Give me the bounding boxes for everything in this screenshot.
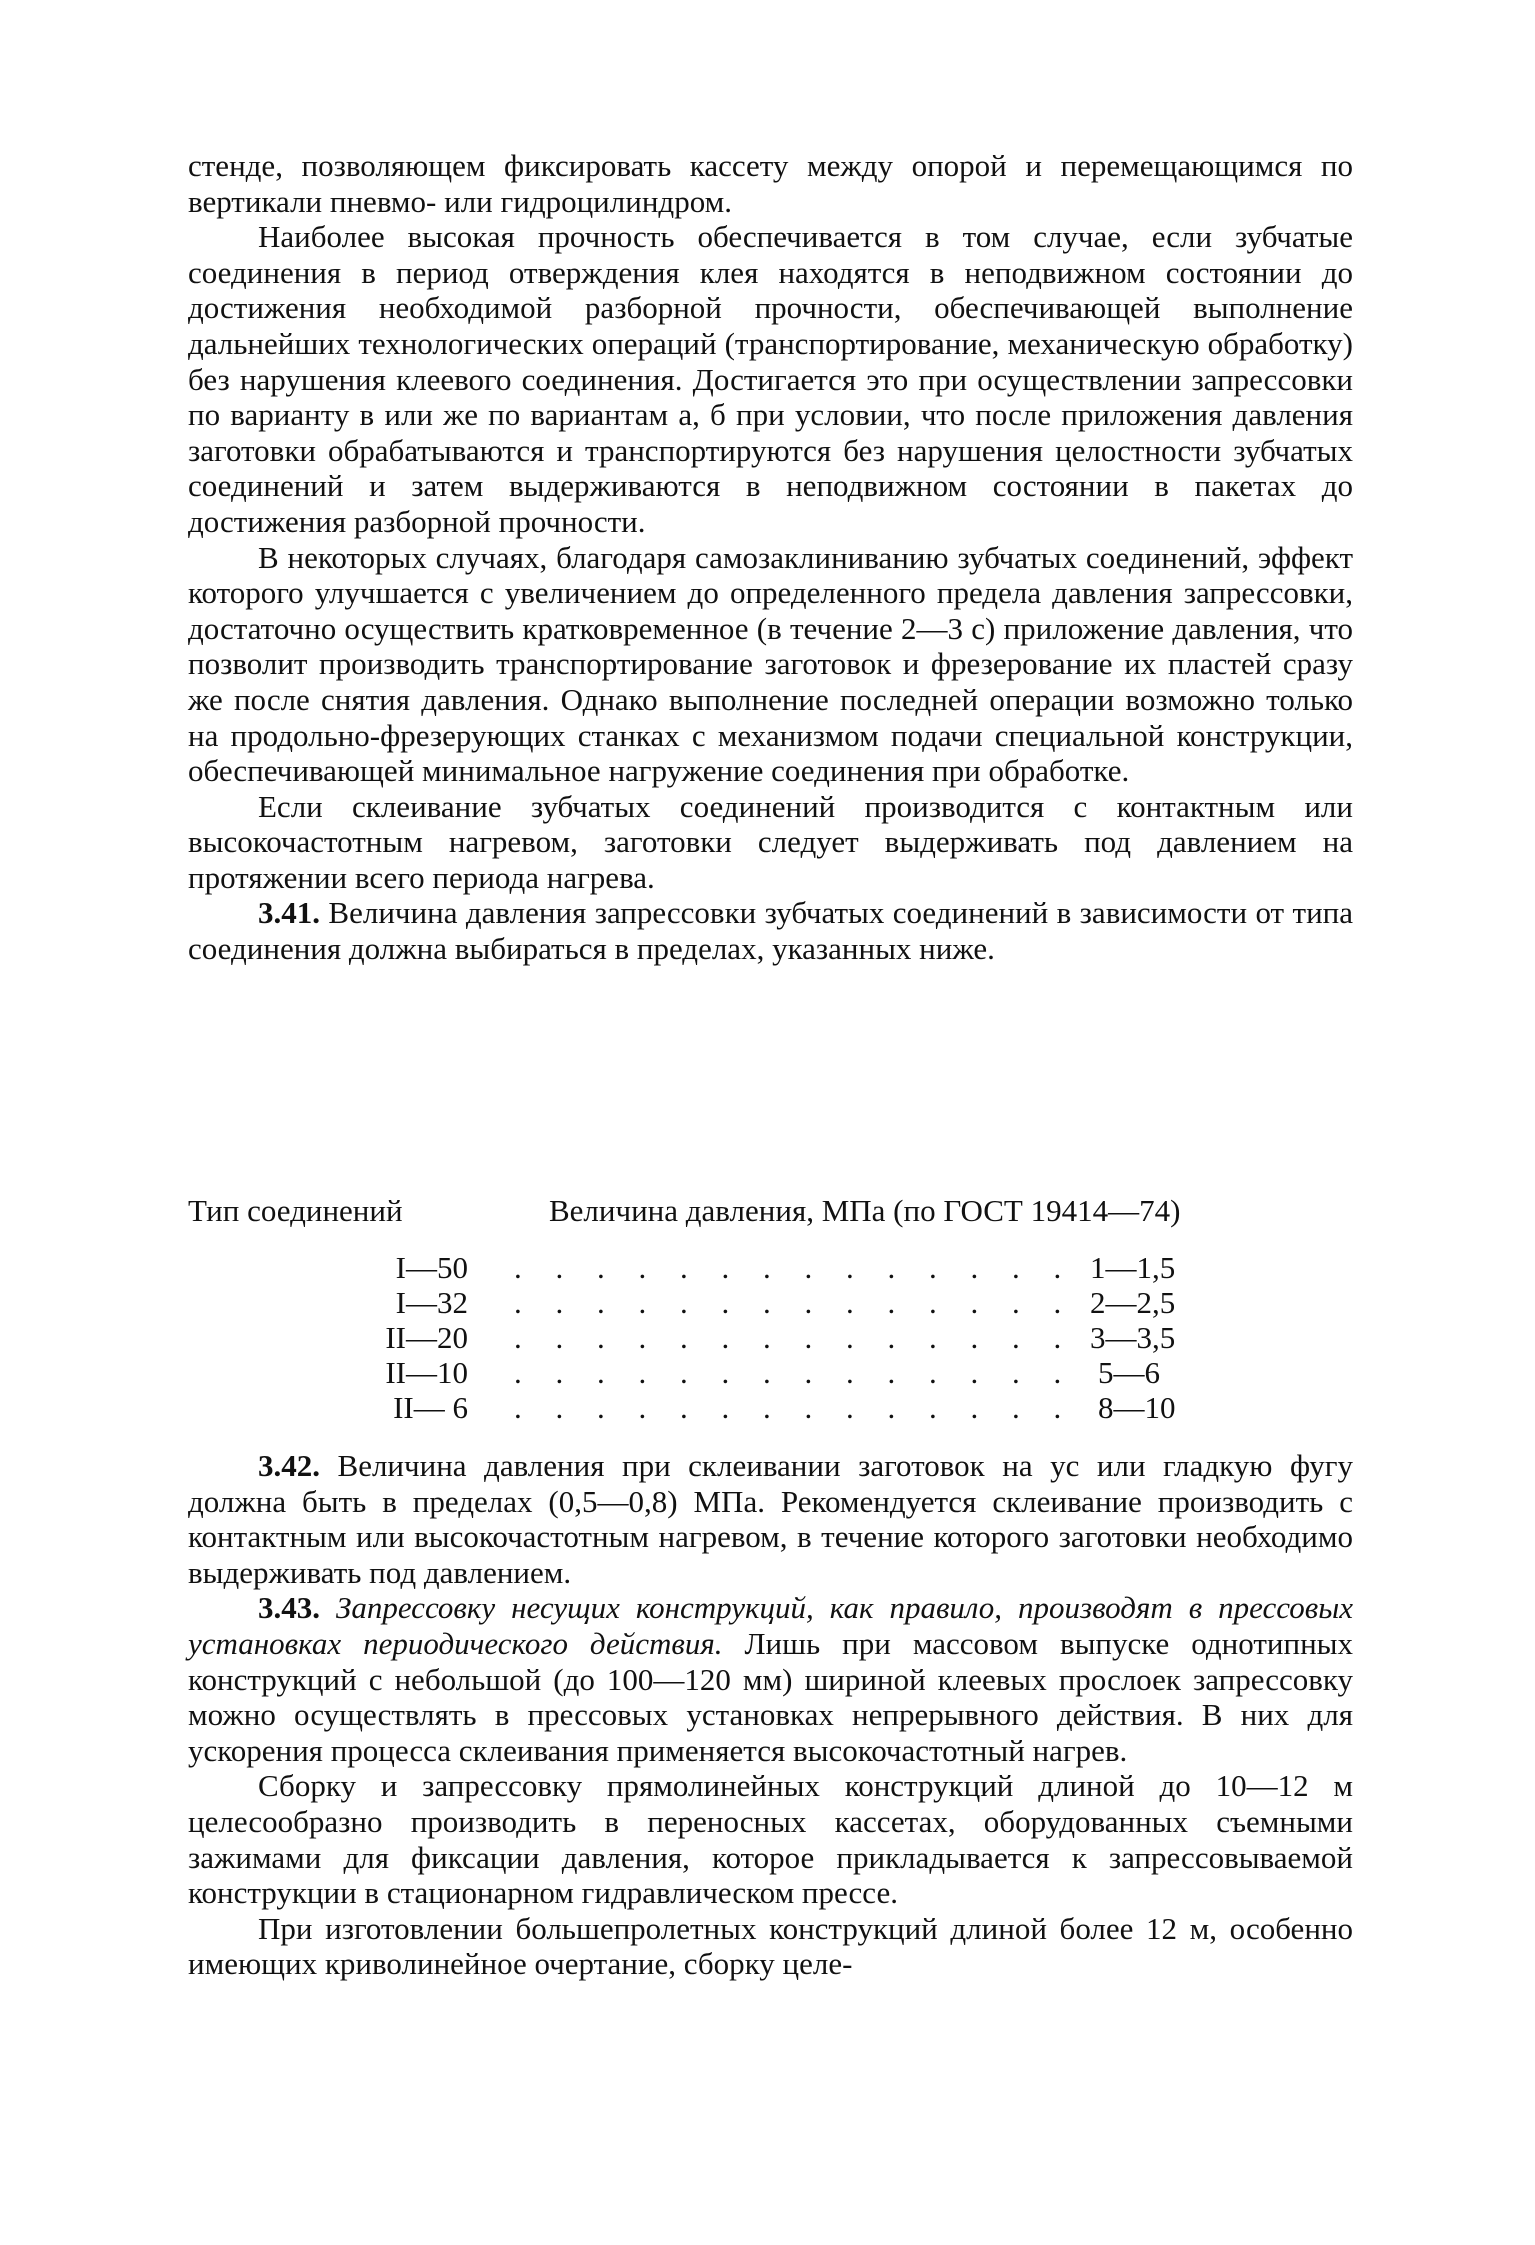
table-row	[188, 1285, 1353, 1321]
paragraph-text: Сборку и запрессовку прямолинейных конструкций длиной до 10—12 м целесообразно производить в переносных кассетах, оборудованных съемными зажимами для фиксации давления, которое прикладывается к запрессовываемой конструкции в стационарном гидравлическом прессе.	[188, 1768, 1353, 1911]
pressure-value: 3—3,5	[1090, 1320, 1176, 1355]
section-number: 3.41.	[258, 895, 320, 931]
paragraph	[188, 148, 1353, 219]
dot-leader: . . . . . . . . . . . . . .	[514, 1250, 1075, 1285]
paragraph-text: Лишь при массовом выпуске однотипных конструкций с небольшой (до 100—120 мм) шириной клеевых прослоек запрессовку можно осуществлять в прессовых установках непрерывного действия. В них для ускорения процесса склеивания применяется высокочастотный нагрев.	[188, 1625, 1354, 1768]
paragraph-3-43	[188, 1590, 1353, 1768]
table-row	[188, 1355, 1353, 1391]
paragraph	[188, 1768, 1353, 1910]
pressure-value: 1—1,5	[1090, 1250, 1176, 1285]
joint-type: II—20	[385, 1320, 468, 1355]
pressure-value: 5—6	[1098, 1355, 1160, 1390]
section-number: 3.43.	[258, 1590, 320, 1626]
italic-text: Запрессовку несущих конструкций, как правило, производят в прессовых установках периодического действия.	[188, 1590, 1353, 1661]
paragraph-text: Наиболее высокая прочность обеспечивается в том случае, если зубчатые соединения в период отверждения клея находятся в неподвижном состоянии до достижения необходимой разборной прочности, обеспечивающей выполнение дальнейших технологических операций (транспортирование, механическую обработку) без нарушения клеевого соединения. Достигается это при осуществлении запрессовки по варианту в или же по вариантам а, б при условии, что после приложения давления заготовки обрабатываются и транспортируются без нарушения целостности зубчатых соединений и затем выдерживаются в неподвижном состоянии в пакетах до достижения разборной прочности.	[188, 219, 1353, 539]
paragraph-text: При изготовлении большепролетных конструкций длиной более 12 м, особенно имеющих криволинейное очертание, сборку целе-	[188, 1910, 1353, 1982]
column-header-pressure: Величина давления, МПа (по ГОСТ 19414—74)	[549, 1193, 1181, 1228]
joint-type: I—32	[395, 1285, 468, 1320]
joint-type: II— 6	[393, 1390, 468, 1425]
table-row	[188, 1320, 1353, 1356]
paragraph-text: Если склеивание зубчатых соединений производится с контактным или высокочастотным нагревом, заготовки следует выдерживать под давлением на протяжении всего периода нагрева.	[188, 788, 1353, 895]
table-row	[188, 1250, 1353, 1286]
paragraph	[188, 540, 1353, 789]
column-header-type: Тип соединений	[188, 1193, 403, 1228]
pressure-value: 8—10	[1098, 1390, 1176, 1425]
joint-type: II—10	[385, 1355, 468, 1390]
paragraph-3-42	[188, 1448, 1353, 1590]
paragraph	[188, 1911, 1353, 1982]
dot-leader: . . . . . . . . . . . . . .	[514, 1285, 1075, 1320]
joint-type: I—50	[395, 1250, 468, 1285]
paragraph-3-41	[188, 895, 1353, 966]
pressure-value: 2—2,5	[1090, 1285, 1176, 1320]
dot-leader: . . . . . . . . . . . . . .	[514, 1320, 1075, 1355]
paragraph-text: Величина давления запрессовки зубчатых соединений в зависимости от типа соединения должна выбираться в пределах, указанных ниже.	[188, 895, 1354, 967]
paragraph-text: Величина давления при склеивании заготовок на ус или гладкую фугу должна быть в пределах (0,5—0,8) МПа. Рекомендуется склеивание производить с контактным или высокочастотным нагревом, в течение которого заготовки необходимо выдерживать под давлением.	[188, 1448, 1354, 1590]
dot-leader: . . . . . . . . . . . . . .	[514, 1355, 1075, 1390]
paragraph	[188, 789, 1353, 896]
section-number: 3.42.	[258, 1448, 320, 1483]
table-row	[188, 1390, 1353, 1426]
paragraph-text: В некоторых случаях, благодаря самозаклиниванию зубчатых соединений, эффект которого улучшается с увеличением до определенного предела давления запрессовки, достаточно осуществить кратковременное (в течение 2—3 с) приложение давления, что позволит производить транспортирование заготовок и фрезерование их пластей сразу же после снятия давления. Однако выполнение последней операции возможно только на продольно-фрезерующих станках с механизмом подачи специальной конструкции, обеспечивающей минимальное нагружение соединения при обработке.	[188, 539, 1353, 789]
text-block-bottom	[188, 1448, 1353, 1982]
paragraph-text: стенде, позволяющем фиксировать кассету между опорой и перемещающимся по вертикали пневмо- или гидроцилиндром.	[188, 148, 1353, 219]
pressure-table-header	[188, 1193, 1353, 1233]
paragraph	[188, 219, 1353, 539]
dot-leader: . . . . . . . . . . . . . .	[514, 1390, 1075, 1425]
text-block-top	[188, 148, 1353, 967]
